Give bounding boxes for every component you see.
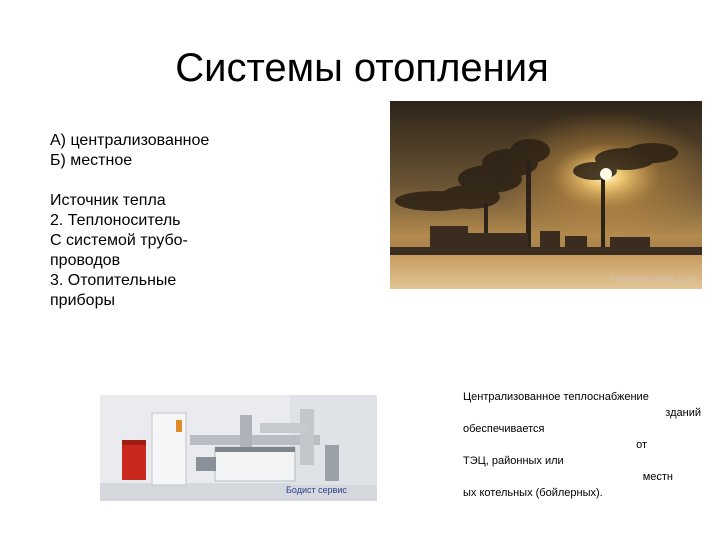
power-plant-photo <box>390 101 702 289</box>
component-6: приборы <box>50 292 115 309</box>
component-4: проводов <box>50 252 121 269</box>
note-line-4: от <box>636 439 647 451</box>
slide-title: Системы отопления <box>175 46 549 90</box>
type-centralized: А) централизованное <box>50 132 210 149</box>
component-2: 2. Теплоноситель <box>50 212 181 229</box>
note-line-5: ТЭЦ, районных или <box>463 455 564 467</box>
note-line-6: местн <box>642 471 673 483</box>
boiler-photo-caption: Бодист сервис <box>286 485 347 495</box>
component-1: Источник тепла <box>50 192 166 209</box>
boiler-room-photo <box>100 395 377 501</box>
type-local: Б) местное <box>50 152 133 169</box>
power-plant-image <box>390 101 702 289</box>
component-5: 3. Отопительные <box>50 272 177 289</box>
note-line-7: ых котельных (бойлерных). <box>463 487 603 499</box>
note-line-2: зданий <box>665 407 701 419</box>
central-heating-note <box>463 389 703 501</box>
component-3: С системой трубо- <box>50 232 188 249</box>
note-line-3: обеспечивается <box>463 423 545 435</box>
heating-types-text <box>50 131 290 311</box>
note-line-1: Централизованное теплоснабжение <box>463 391 649 403</box>
plant-photo-caption: Fotopanorama.com <box>609 274 696 285</box>
